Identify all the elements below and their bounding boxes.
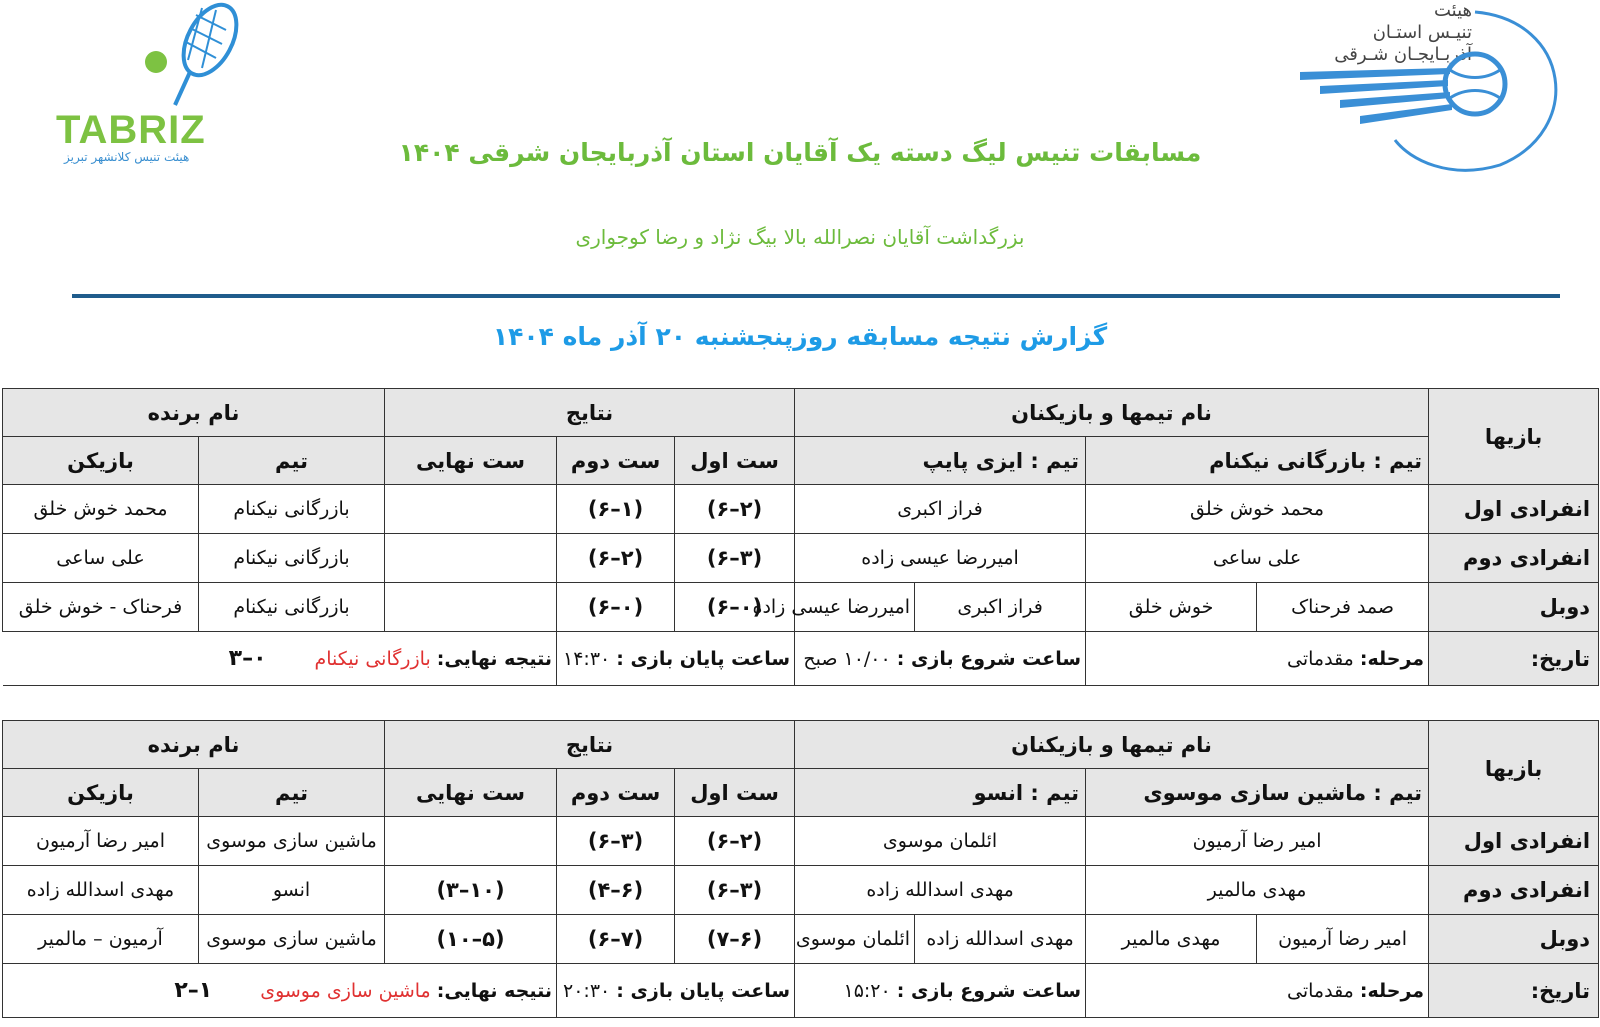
final-score: ۳–۰ xyxy=(228,646,267,671)
logo-line-1: هیئت xyxy=(1433,0,1472,21)
start-time-cell: ساعت شروع بازی : ۱۵:۲۰ xyxy=(795,964,1086,1018)
final-set-header: ست نهایی xyxy=(385,437,557,485)
set1-score: (۶–۲) xyxy=(675,485,795,534)
final-set-score xyxy=(385,583,557,632)
report-title: گزارش نتیجه مسابقه روزپنجشنبه ۲۰ آذر ماه ۱۴۰۴ xyxy=(492,322,1108,351)
final-winner: ماشین سازی موسوی xyxy=(260,980,431,1002)
team1-header: تیم : ماشین سازی موسوی xyxy=(1086,769,1429,817)
winner-player: مهدی اسدالله زاده xyxy=(3,866,199,915)
set1-header: ست اول xyxy=(675,769,795,817)
player-cell: مهدی مالمیر xyxy=(1086,915,1257,964)
table-row xyxy=(3,866,1599,915)
set2-score: (۶–۷) xyxy=(557,915,675,964)
table-row xyxy=(3,915,1599,964)
teams-players-header: نام تیمها و بازیکنان xyxy=(795,389,1429,437)
table-row xyxy=(3,817,1599,866)
team2-header: تیم : انسو xyxy=(795,769,1086,817)
row-label-singles1: انفرادی اول xyxy=(1429,485,1599,534)
set2-score: (۶–۳) xyxy=(557,817,675,866)
match-table-1 xyxy=(2,388,1599,686)
winner-team-header: تیم xyxy=(199,437,385,485)
team1-header: تیم : بازرگانی نیکنام xyxy=(1086,437,1429,485)
final-set-header: ست نهایی xyxy=(385,769,557,817)
final-set-score: (۱۰–۵) xyxy=(385,915,557,964)
set2-header: ست دوم xyxy=(557,437,675,485)
winner-name-header: نام برنده xyxy=(3,721,385,769)
set2-score: (۴–۶) xyxy=(557,866,675,915)
stage-cell: مرحله: مقدماتی xyxy=(1086,632,1429,686)
start-time-cell: ساعت شروع بازی : ۱۰/۰۰ صبح xyxy=(795,632,1086,686)
set2-score: (۶–۰) xyxy=(557,583,675,632)
winner-player: محمد خوش خلق xyxy=(3,485,199,534)
table-row xyxy=(3,964,1599,1018)
results-header: نتایج xyxy=(385,721,795,769)
end-time-cell: ساعت پایان بازی : ۲۰:۳۰ xyxy=(557,964,795,1018)
team2-name: ایزی پایپ xyxy=(922,448,1024,473)
table-row xyxy=(3,583,1599,632)
team1-name: بازرگانی نیکنام xyxy=(1209,448,1367,473)
player-cell: امیررضا عیسی زاده xyxy=(795,583,915,632)
winner-team: بازرگانی نیکنام xyxy=(199,485,385,534)
set1-score: (۶–۳) xyxy=(675,534,795,583)
winner-player-header: بازیکن xyxy=(3,437,199,485)
player-cell: محمد خوش خلق xyxy=(1086,485,1429,534)
set1-score: (۶–۰) xyxy=(675,583,795,632)
row-label-singles2: انفرادی دوم xyxy=(1429,866,1599,915)
end-time-value: ۲۰:۳۰ xyxy=(563,979,611,1002)
set1-score: (۷–۶) xyxy=(675,915,795,964)
winner-team: بازرگانی نیکنام xyxy=(199,534,385,583)
winner-name-header: نام برنده xyxy=(3,389,385,437)
final-set-score xyxy=(385,485,557,534)
final-winner: بازرگانی نیکنام xyxy=(314,648,431,670)
row-label-doubles: دوبل xyxy=(1429,915,1599,964)
player-cell: مهدی اسدالله زاده xyxy=(915,915,1086,964)
winner-player: علی ساعی xyxy=(3,534,199,583)
set2-score: (۶–۲) xyxy=(557,534,675,583)
player-cell: مهدی اسدالله زاده xyxy=(795,866,1086,915)
winner-team-header: تیم xyxy=(199,769,385,817)
row-label-singles2: انفرادی دوم xyxy=(1429,534,1599,583)
stage-value: مقدماتی xyxy=(1287,979,1354,1002)
logo-line-2: تنیـس استـان xyxy=(1372,22,1472,43)
team2-name: انسو xyxy=(973,780,1024,805)
tennis-racket-icon xyxy=(50,0,240,120)
winner-player: آرمیون – مالمیر xyxy=(3,915,199,964)
teams-players-header: نام تیمها و بازیکنان xyxy=(795,721,1429,769)
final-set-score xyxy=(385,817,557,866)
games-header: بازیها xyxy=(1429,721,1599,817)
winner-team: انسو xyxy=(199,866,385,915)
date-label: تاریخ: xyxy=(1429,964,1599,1018)
end-time-value: ۱۴:۳۰ xyxy=(563,647,611,670)
winner-team: بازرگانی نیکنام xyxy=(199,583,385,632)
results-header: نتایج xyxy=(385,389,795,437)
divider xyxy=(72,294,1560,298)
match-table-2 xyxy=(2,720,1599,1018)
player-cell: امیر رضا آرمیون xyxy=(1086,817,1429,866)
final-score: ۲–۱ xyxy=(174,978,213,1003)
player-cell: امیررضا عیسی زاده xyxy=(795,534,1086,583)
end-time-cell: ساعت پایان بازی : ۱۴:۳۰ xyxy=(557,632,795,686)
winner-team: ماشین سازی موسوی xyxy=(199,817,385,866)
brand-name: TABRIZ xyxy=(56,108,206,152)
player-cell: ائلمان موسوی xyxy=(795,915,915,964)
set2-score: (۶–۱) xyxy=(557,485,675,534)
player-cell: مهدی مالمیر xyxy=(1086,866,1429,915)
set1-header: ست اول xyxy=(675,437,795,485)
brand-subtitle: هیئت تنیس کلانشهر تبریز xyxy=(64,150,190,164)
final-set-score xyxy=(385,534,557,583)
team2-header: تیم : ایزی پایپ xyxy=(795,437,1086,485)
winner-player-header: بازیکن xyxy=(3,769,199,817)
page-subtitle: بزرگداشت آقایان نصرالله بالا بیگ نژاد و رضا کوجواری xyxy=(575,225,1025,249)
table-row xyxy=(3,632,1599,686)
row-label-doubles: دوبل xyxy=(1429,583,1599,632)
player-cell: علی ساعی xyxy=(1086,534,1429,583)
winner-team: ماشین سازی موسوی xyxy=(199,915,385,964)
set2-header: ست دوم xyxy=(557,769,675,817)
final-result-cell: نتیجه نهایی: ماشین سازی موسوی۲–۱ xyxy=(3,964,557,1018)
row-label-singles1: انفرادی اول xyxy=(1429,817,1599,866)
logo-line-3: آذربـایجـان شـرقی xyxy=(1334,44,1472,65)
table-row xyxy=(3,485,1599,534)
player-cell: ائلمان موسوی xyxy=(795,817,1086,866)
final-set-score: (۳–۱۰) xyxy=(385,866,557,915)
stage-cell: مرحله: مقدماتی xyxy=(1086,964,1429,1018)
table-row xyxy=(3,534,1599,583)
stage-value: مقدماتی xyxy=(1287,647,1354,670)
player-cell: فراز اکبری xyxy=(915,583,1086,632)
date-label: تاریخ: xyxy=(1429,632,1599,686)
player-cell: امیر رضا آرمیون xyxy=(1257,915,1429,964)
start-time-value: ۱۵:۲۰ xyxy=(843,979,891,1002)
games-header: بازیها xyxy=(1429,389,1599,485)
winner-player: فرحناک - خوش خلق xyxy=(3,583,199,632)
start-time-value: ۱۰/۰۰ صبح xyxy=(803,647,891,670)
set1-score: (۶–۳) xyxy=(675,866,795,915)
player-cell: خوش خلق xyxy=(1086,583,1257,632)
player-cell: فراز اکبری xyxy=(795,485,1086,534)
final-result-cell: نتیجه نهایی: بازرگانی نیکنام۳–۰ xyxy=(3,632,557,686)
winner-player: امیر رضا آرمیون xyxy=(3,817,199,866)
player-cell: صمد فرحناک xyxy=(1257,583,1429,632)
set1-score: (۶–۲) xyxy=(675,817,795,866)
team1-name: ماشین سازی موسوی xyxy=(1143,780,1367,805)
page-title: مسابقات تنیس لیگ دسته یک آقایان استان آذربایجان شرقی ۱۴۰۴ xyxy=(398,138,1202,167)
